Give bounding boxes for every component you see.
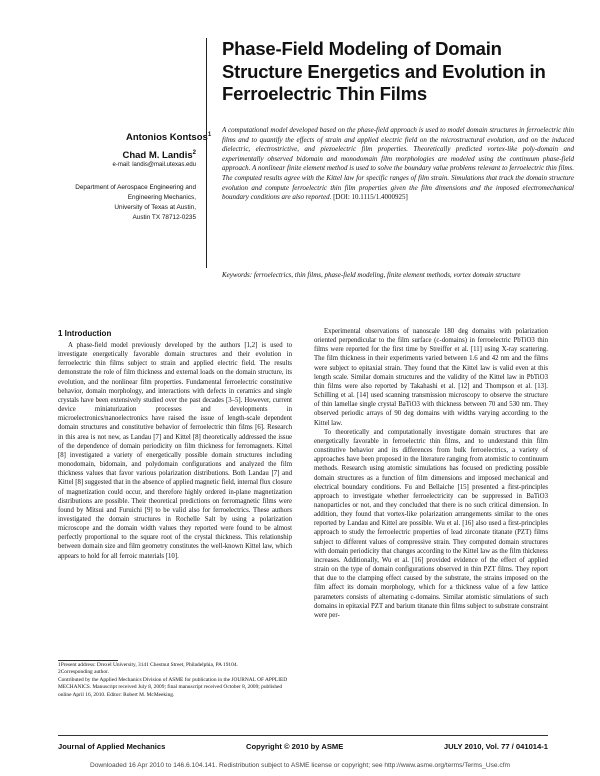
footnote-divider bbox=[58, 660, 118, 661]
abstract: A computational model developed based on the phase-field approach is used to model domain structures in ferroelectric thin films and to quantify the effects of strain and applied electric field on the microstructural evolution, and on the induced dielectric, electrostrictive, and piezoelectric film properties. Theoretically predicted vortex-like poly-domain and experimentally observed bidomain and monodomain film morphologies are modeled using the continuum phase-field approach. A nonlinear finite element method is used to solve the boundary value problems relevant to ferroelectric thin films. The computed results agree with the Kittel law for specific ranges of film strain. Simulations that track the domain structure evolution and compute ferroelectric thin film properties given the film dimensions and the imposed electromechanical boundary conditions are also reported. [DOI: 10.1115/1.4000925] bbox=[222, 126, 574, 202]
keywords: Keywords: ferroelectrics, thin films, phase-field modeling, finite element methods, vortex domain structure bbox=[222, 271, 521, 279]
paragraph: Experimental observations of nanoscale 180 deg domains with polarization oriented perpendicular to the film surface (c-domains) in ferroelectric PbTiO3 thin films were reported for the first time by Streiffer et al. [11] using X-ray scattering. The film thickness in their experiments varied between 1.6 and 42 nm and the films were subject to epitaxial strain. They found that the Kittel law is valid even at this length scale. Similar domain structures and the validity of the Kittel law in PbTiO3 thin films were also reported by Takahashi et al. [12] and Thompson et al. [13]. Schilling et al. [14] used scanning transmission microscopy to observe the structure of thin lamellae single crystal BaTiO3 with thickness between 70 and 530 nm. They observed periodic arrays of 90 deg domains with widths varying according to the Kittel law. bbox=[314, 328, 548, 427]
paragraph: To theoretically and computationally investigate domain structures that are energetically favorable in ferroelectric thin films, and to understand thin film constitutive behavior and its differences from bulk ferroelectrics, a variety of approaches have been proposed in the literature ranging from atomistic to continuum methods. Research using atomistic simulations has focused on predicting possible domain structures as a function of film dimensions and imposed mechanical and electrical boundary conditions. Fu and Bellaiche [15] presented a first-principles approach to investigate whether ferroelectricity can be suppressed in BaTiO3 nanoparticles or not, and they concluded that there is no such critical dimension. In addition, they found that vortex-like polarization arrangements similar to the ones reported by Landau and Kittel are possible. Wu et al. [16] also used a first-principles approach to study the ferroelectric properties of lead zirconate titanate (PZT) films subject to different values of compressive strain. They computed domain structures with domain periodicity that changes according to the Kittel law as the film thickness increases. Additionally, Wu et al. [16] provided evidence of the effect of applied strain on the type of domain configurations observed in thin PZT films. They report that due to the clamping effect caused by the substrate, the strains imposed on the film affect its domain morphology, which for a thickness value of a few lattice parameters consists of alternating c-domains. Similar atomistic simulations of such domains in epitaxial PZT and barium titanate thin films subject to substrate constraint were per- bbox=[314, 428, 548, 619]
body-column-left bbox=[58, 341, 292, 561]
section-heading: 1 Introduction bbox=[58, 329, 112, 338]
footer-divider bbox=[58, 735, 548, 736]
author-name: Chad M. Landis$^2$ bbox=[122, 150, 196, 162]
doi: [DOI: 10.1115/1.4000925] bbox=[333, 193, 408, 202]
author-email: e-mail: landis@mail.utexas.edu bbox=[112, 162, 196, 168]
download-notice: Downloaded 16 Apr 2010 to 146.6.104.141. Redistribution subject to ASME license or copyright; see http://www.asme.org/terms/Terms_Use.cfm bbox=[89, 762, 510, 769]
footnotes bbox=[58, 662, 292, 699]
copyright: Copyright © 2010 by ASME bbox=[246, 742, 344, 751]
paper-title: Phase-Field Modeling of Domain Structure Energetics and Evolution in Ferroelectric Thin Films bbox=[222, 38, 546, 104]
footnote: 2Corresponding author. bbox=[58, 669, 109, 676]
header-divider bbox=[206, 38, 207, 268]
affiliation: Department of Aerospace Engineering and Engineering Mechanics, University of Texas at Austin, Austin TX 78712-0235 bbox=[75, 184, 196, 221]
footnote: Contributed by the Applied Mechanics Division of ASME for publication in the JOURNAL OF APPLIED MECHANICS. Manuscript received July 8, 2009; final manuscript received October 8, 2009; published online April 16, 2010. Editor: Robert M. McMeeking. bbox=[58, 676, 288, 698]
footnote: 1Present address: Drexel University, 3141 Chestnut Street, Philadelphia, PA 19104. bbox=[58, 662, 238, 668]
body-column-right bbox=[314, 327, 548, 620]
journal-name: Journal of Applied Mechanics bbox=[58, 742, 166, 751]
paragraph: A phase-field model previously developed by the authors [1,2] is used to investigate energetically favorable domain structures and their evolution in ferroelectric thin films subject to strain and applied electric field. The results demonstrate the role of film thickness and external loads on the domain structure, its evolution, and the nonlinear film properties. Fundamental ferroelectric constitutive behavior, domain morphology, and interactions with defects in ceramics and single crystals have been extensively studied over the past decades [3–5]. However, current device miniaturization processes and developments in microelectronics/nanoelectronics have raised the issue of length-scale dependent domain structures and constitutive behavior of ferroelectric thin films [6]. Research in this area is not new, as Landau [7] and Kittel [8] theoretically addressed the issue of the dependence of domain periodicity on film thickness for ferromagnets. Kittel [8] investigated a variety of energetically possible domain structures including monodomain, bidomain, and polydomain configurations and analyzed the film thickness values that favor various polarization distributions. Both Landau [7] and Kittel [8] suggested that in the absence of applied magnetic field, internal flux closure of magnetization could occur, and therefore highly ordered in-plane magnetization distributions are possible. Their theoretical predictions on ferromagnetic films were found by Mitsui and Furuichi [9] to be valid also for ferroelectrics. These authors investigated the domain structures in Rochelle Salt by using a polarization microscope and the domain width values they reported were found to be almost perfectly proportional to the square root of the crystal thickness. This relationship between domain size and film geometry constitutes the well-known Kittel law, which appears to hold for all ferroic materials [10]. bbox=[58, 342, 292, 560]
page-info: JULY 2010, Vol. 77 / 041014-1 bbox=[443, 742, 548, 751]
author-name: Antonios Kontsos$^1$ bbox=[126, 132, 212, 144]
